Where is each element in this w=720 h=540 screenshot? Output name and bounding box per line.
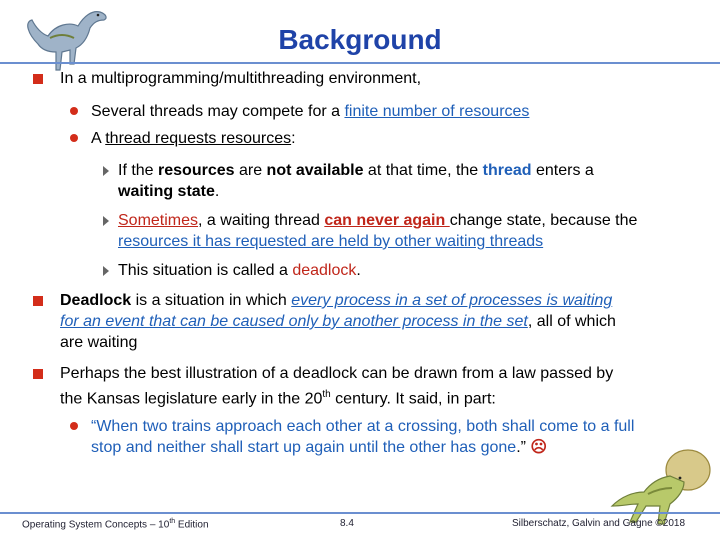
dinosaur-frill-logo-icon bbox=[600, 448, 715, 526]
sub-bullet-text: A thread requests resources: bbox=[91, 130, 296, 147]
bottom-divider bbox=[0, 512, 720, 514]
sub-sub-bullet-text: This situation is called a deadlock. bbox=[118, 262, 361, 279]
slide-title: Background bbox=[278, 24, 442, 55]
arrow-bullet-icon bbox=[103, 166, 109, 176]
footer-page-number: 8.4 bbox=[340, 518, 354, 529]
round-bullet-icon bbox=[70, 107, 78, 115]
round-bullet-icon bbox=[70, 422, 78, 430]
sub-sub-bullet-text-cont: resources it has requested are held by other waiting threads bbox=[118, 233, 544, 250]
quote-text: “When two trains approach each other at a crossing, both shall come to a full bbox=[91, 418, 635, 435]
bullet-text: Deadlock is a situation in which every process in a set of processes is waiting bbox=[60, 292, 613, 309]
arrow-bullet-icon bbox=[103, 216, 109, 226]
sub-sub-bullet-text: If the resources are not available at that time, the thread enters a bbox=[118, 162, 594, 179]
arrow-bullet-icon bbox=[103, 266, 109, 276]
round-bullet-icon bbox=[70, 134, 78, 142]
bullet-text: In a multiprogramming/multithreading environment, bbox=[60, 70, 422, 87]
square-bullet-icon bbox=[33, 296, 43, 306]
footer-authors: Silberschatz, Galvin and Gagne ©2018 bbox=[512, 518, 686, 529]
top-divider bbox=[0, 62, 720, 64]
sub-sub-bullet-text: Sometimes, a waiting thread can never again change state, because the bbox=[118, 212, 638, 229]
bullet-text-cont: the Kansas legislature early in the 20th century. It said, in part: bbox=[60, 389, 496, 408]
square-bullet-icon bbox=[33, 369, 43, 379]
square-bullet-icon bbox=[33, 74, 43, 84]
sub-bullet-text: Several threads may compete for a finite number of resources bbox=[91, 103, 530, 120]
quote-text-cont: stop and neither shall start up again until the other has gone.” ☹ bbox=[91, 439, 548, 456]
sub-sub-bullet-text-cont: waiting state. bbox=[118, 183, 220, 200]
bullet-text-cont: are waiting bbox=[60, 334, 138, 351]
bullet-text: Perhaps the best illustration of a deadlock can be drawn from a law passed by bbox=[60, 365, 614, 382]
bullet-text-cont: for an event that can be caused only by another process in the set, all of which bbox=[60, 313, 616, 330]
sad-face-icon: ☹ bbox=[530, 439, 548, 456]
footer-book-title: Operating System Concepts – 10th Edition bbox=[22, 518, 209, 531]
